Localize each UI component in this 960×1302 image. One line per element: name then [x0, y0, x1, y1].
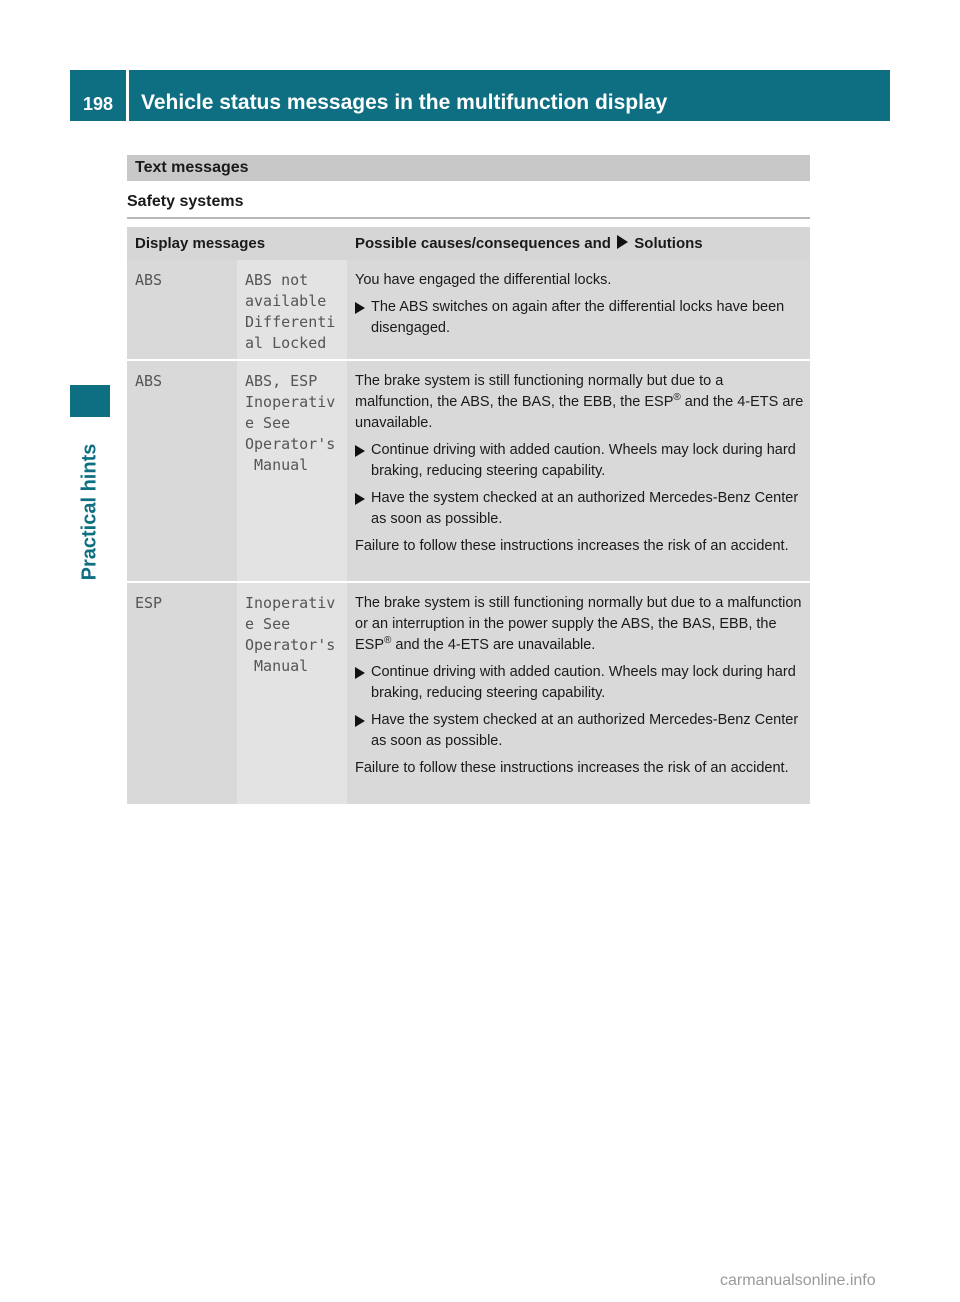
watermark: carmanualsonline.info — [720, 1272, 876, 1289]
message-explanation — [347, 260, 810, 359]
page-number: 198 — [70, 70, 126, 121]
cause-text: The brake system is still functioning normally but due to a malfunction, the ABS, the BAS, the EBB, the ESP® and the 4-ETS are unavailable. — [355, 373, 804, 431]
sub-heading: Safety systems — [127, 193, 810, 219]
message-explanation — [347, 361, 810, 581]
table-row — [127, 260, 810, 361]
table-header-row — [127, 227, 810, 260]
message-explanation — [347, 583, 810, 804]
cause-text: You have engaged the differential locks. — [355, 272, 612, 288]
cause-text: The brake system is still functioning normally but due to a malfunction or an interruption in the power supply the ABS, the BAS, EBB, the ESP® and the 4-ETS are unavailable. — [355, 595, 802, 653]
section-heading: Text messages — [127, 155, 810, 181]
message-symbol: ABS — [127, 260, 237, 359]
message-text: ABS, ESP Inoperativ e See Operator's Manual — [237, 361, 347, 581]
warning-text: Failure to follow these instructions increases the risk of an accident. — [355, 760, 789, 776]
messages-table — [127, 227, 810, 806]
header-display-messages: Display messages — [135, 235, 266, 252]
solution-item: Continue driving with added caution. Wheels may lock during hard braking, reducing steering capability. — [355, 662, 804, 704]
solution-item: The ABS switches on again after the differential locks have been disengaged. — [355, 297, 804, 339]
warning-text: Failure to follow these instructions increases the risk of an accident. — [355, 538, 789, 554]
message-text: ABS not available Differenti al Locked — [237, 260, 347, 359]
message-text: Inoperativ e See Operator's Manual — [237, 583, 347, 804]
message-symbol: ABS — [127, 361, 237, 581]
solution-item: Continue driving with added caution. Wheels may lock during hard braking, reducing steering capability. — [355, 440, 804, 482]
solution-item: Have the system checked at an authorized Mercedes-Benz Center as soon as possible. — [355, 710, 804, 752]
arrow-right-icon — [617, 235, 628, 249]
side-label: Practical hints — [78, 443, 101, 581]
message-symbol: ESP — [127, 583, 237, 804]
side-tab-marker — [70, 385, 110, 417]
table-row — [127, 583, 810, 806]
header-causes-solutions: Possible causes/consequences and Solutions — [355, 235, 703, 252]
table-row — [127, 361, 810, 583]
solution-item: Have the system checked at an authorized Mercedes-Benz Center as soon as possible. — [355, 488, 804, 530]
page-title: Vehicle status messages in the multifunction display — [129, 70, 890, 121]
